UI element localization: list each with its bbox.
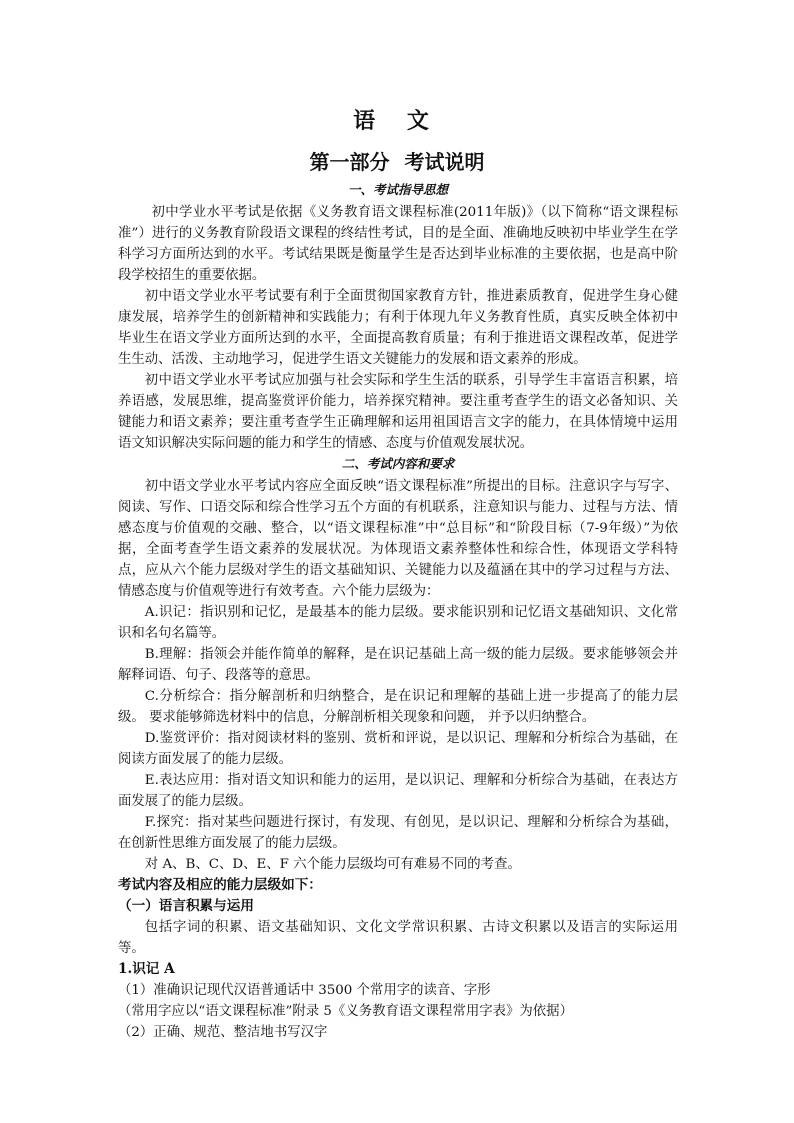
item-heading-recall: 1.识记 A xyxy=(118,961,175,977)
ability-level-c: C.分析综合：指分解剖析和归纳整合，是在识记和理解的基础上进一步提高了的能力层级。 要求能够筛选材料中的信息，分解剖析相关现象和问题， 并予以归纳整合。 xyxy=(118,689,678,725)
section-heading-guiding-principles: 一、考试指导思想 xyxy=(347,182,448,197)
list-item: （2）正确、规范、整洁地书写汉字 xyxy=(118,1025,328,1040)
document-body xyxy=(118,180,678,1043)
section-heading-content-requirements: 二、考试内容和要求 xyxy=(341,456,455,471)
ability-level-a: A.识记：指识别和记忆，是最基本的能力层级。要求能识别和记忆语文基础知识、文化常识和名句名篇等。 xyxy=(118,605,678,641)
ability-level-e: E.表达应用：指对语文知识和能力的运用，是以识记、理解和分析综合为基础，在表达方面发展了的能力层级。 xyxy=(118,773,678,809)
paragraph: 初中语文学业水平考试应加强与社会实际和学生生活的联系，引导学生丰富语言积累，培养语感，发展思维，提高鉴赏评价能力，培养探究精神。要注重考查学生的语文必备知识、关键能力和语文素养；要注重考查学生正确理解和运用祖国语言文字的能力，在具体情境中运用语文知识解决实际问题的能力和学生的情感、态度与价值观发展状况。 xyxy=(118,373,678,451)
ability-level-b: B.理解：指领会并能作简单的解释，是在识记基础上高一级的能力层级。要求能够领会并解释词语、句子、段落等的意思。 xyxy=(118,647,678,683)
part-title: 第一部分 考试说明 xyxy=(309,150,485,174)
paragraph: 初中学业水平考试是依据《义务教育语文课程标准(2011年版)》（以下简称“语文课程标准”）进行的义务教育阶段语文课程的终结性考试，目的是全面、准确地反映初中毕业学生在学科学习方面所达到的水平。考试结果既是衡量学生是否达到毕业标准的主要依据，也是高中阶段学校招生的重要依据。 xyxy=(118,205,678,283)
subsection-heading-language: （一）语言积累与运用 xyxy=(118,898,254,914)
paragraph: 初中语文学业水平考试内容应全面反映“语文课程标准”所提出的目标。注意识字与写字、阅读、写作、口语交际和综合性学习五个方面的有机联系，注意知识与能力、过程与方法、情感态度与价值观的交融、整合，以“语文课程标准”中“总目标”和“阶段目标（7-9年级）”为依据，全面考查学生语文素养的发展状况。为体现语文素养整体性和综合性，体现语文学科特点，应从六个能力层级对学生的语文基础知识、关键能力以及蕴涵在其中的学习过程与方法、情感态度与价值观等进行有效考查。六个能力层级为： xyxy=(118,479,678,599)
list-item: （1）准确识记现代汉语普通话中 3500 个常用字的读音、字形 xyxy=(118,983,491,998)
content-levels-heading: 考试内容及相应的能力层级如下： xyxy=(118,877,322,893)
ability-level-f: F.探究：指对某些问题进行探讨，有发现、有创见，是以识记、理解和分析综合为基础，在创新性思维方面发展了的能力层级。 xyxy=(118,815,678,851)
ability-level-d: D.鉴赏评价：指对阅读材料的鉴别、赏析和评说，是以识记、理解和分析综合为基础，在阅读方面发展了的能力层级。 xyxy=(118,731,678,767)
paragraph: 对 A、B、C、D、E、F 六个能力层级均可有难易不同的考查。 xyxy=(144,857,521,872)
document-title: 语 文 xyxy=(353,108,441,134)
paragraph: 初中语文学业水平考试要有利于全面贯彻国家教育方针，推进素质教育，促进学生身心健康发展，培养学生的创新精神和实践能力；有利于体现九年义务教育性质，真实反映全体初中毕业生在语文学业方面所达到的水平，全面提高教育质量；有利于推进语文课程改革，促进学生生动、活泼、主动地学习，促进学生语文关键能力的发展和语文素养的形成。 xyxy=(118,289,678,367)
paragraph: 包括字词的积累、语文基础知识、文化文学常识积累、古诗文积累以及语言的实际运用等。 xyxy=(118,920,678,956)
list-item-note: （常用字应以“语文课程标准”附录 5《义务教育语文课程常用字表》为依据） xyxy=(118,1004,573,1019)
